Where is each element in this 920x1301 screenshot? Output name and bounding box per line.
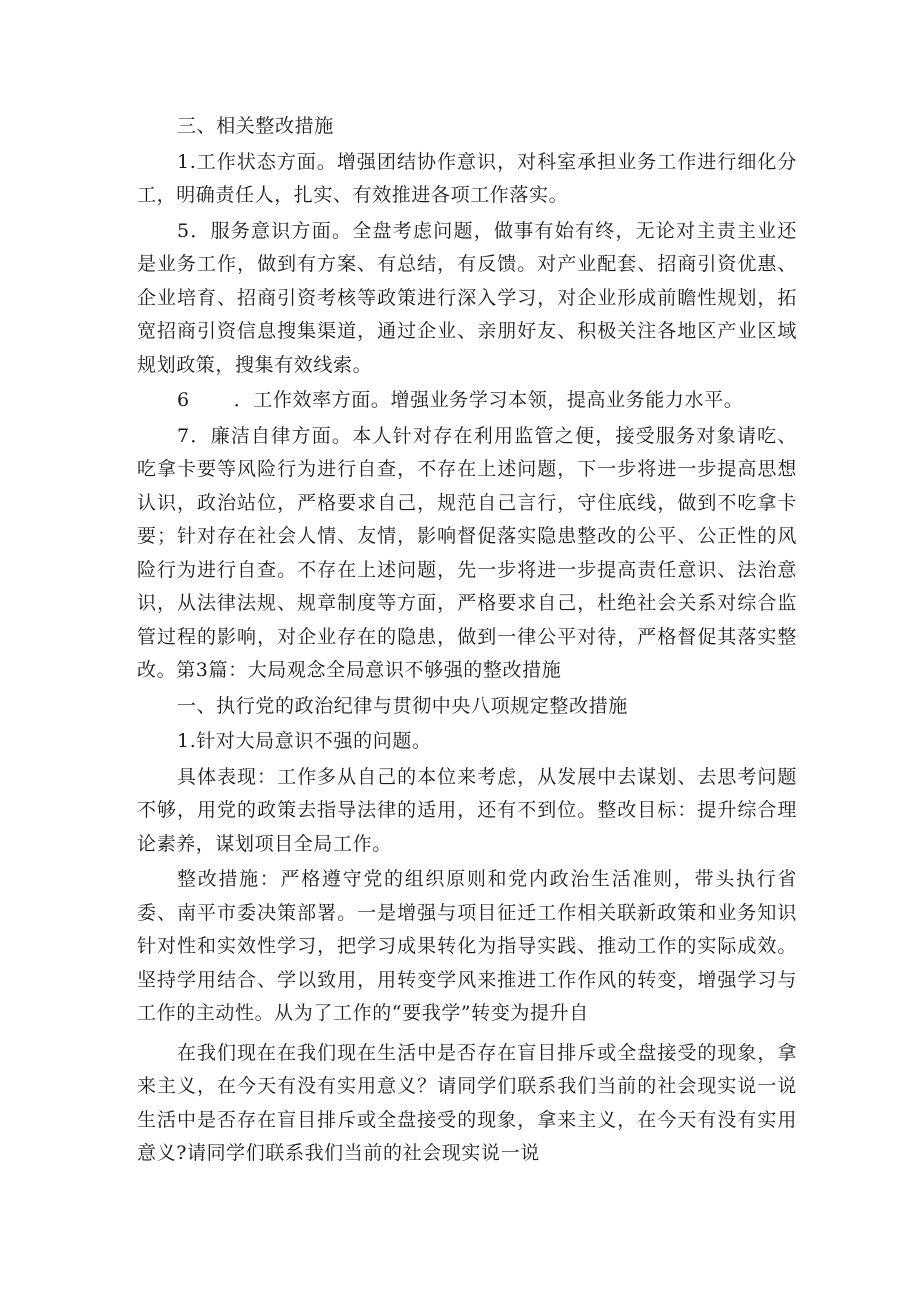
- paragraph-item-6: [137, 384, 797, 418]
- section-heading: 三、相关整改措施: [177, 115, 334, 137]
- paragraph-item-1: 1.工作状态方面。增强团结协作意识，对科室承担业务工作进行细化分工，明确责任人，扎实、有效推进各项工作落实。: [137, 150, 797, 206]
- paragraph-appended-text: 在我们现在在我们现在生活中是否存在盲目排斥或全盘接受的现象，拿来主义，在今天有没有实用意义？请同学们联系我们当前的社会现实说一说生活中是否存在盲目排斥或全盘接受的现象，拿来主义，在今天有没有实用意义?请同学们联系我们当前的社会现实说一说: [137, 1041, 797, 1164]
- item-6-number: 6: [177, 389, 190, 411]
- paragraph-issue-1: 1.针对大局意识不强的问题。: [177, 730, 432, 752]
- paragraph-item-5: 5．服务意识方面。全盘考虑问题，做事有始有终，无论对主责主业还是业务工作，做到有方案、有总结，有反馈。对产业配套、招商引资优惠、企业培育、招商引资考核等政策进行深入学习，对企业形成前瞻性规划，拓宽招商引资信息搜集渠道，通过企业、亲朋好友、积极关注各地区产业区域规划政策，搜集有效线索。: [137, 219, 797, 376]
- section-heading-2: 一、执行党的政治纪律与贯彻中央八项规定整改措施: [177, 694, 628, 717]
- paragraph-measures: 整改措施：严格遵守党的组织原则和党内政治生活准则，带头执行省委、南平市委决策部署。一是增强与项目征迁工作相关联新政策和业务知识针对性和实效性学习，把学习成果转化为指导实践、推动工作的实际成效。坚持学用结合、学以致用，用转变学风来推进工作作风的转变，增强学习与工作的主动性。从为了工作的“要我学”转变为提升自: [137, 868, 797, 1024]
- document-body: [137, 110, 797, 1173]
- paragraph-performance: 具体表现：工作多从自己的本位来考虑，从发展中去谋划、去思考问题不够，用党的政策去指导法律的适用，还有不到位。整改目标：提升综合理论素养，谋划项目全局工作。: [137, 765, 797, 855]
- paragraph-item-7: 7．廉洁自律方面。本人针对存在利用监管之便，接受服务对象请吃、吃拿卡要等风险行为进行自查，不存在上述问题，下一步将进一步提高思想认识，政治站位，严格要求自己，规范自己言行，守住底线，做到不吃拿卡要；针对存在社会人情、友情，影响督促落实隐患整改的公平、公正性的风险行为进行自查。不存在上述问题，先一步将进一步提高责任意识、法治意识，从法律法规、规章制度等方面，严格要求自己，杜绝社会关系对综合监管过程的影响，对企业存在的隐患，做到一律公平对待，严格督促其落实整改。第3篇：大局观念全局意识不够强的整改措施: [137, 424, 797, 681]
- item-6-text: ．工作效率方面。增强业务学习本领，提高业务能力水平。: [233, 389, 744, 411]
